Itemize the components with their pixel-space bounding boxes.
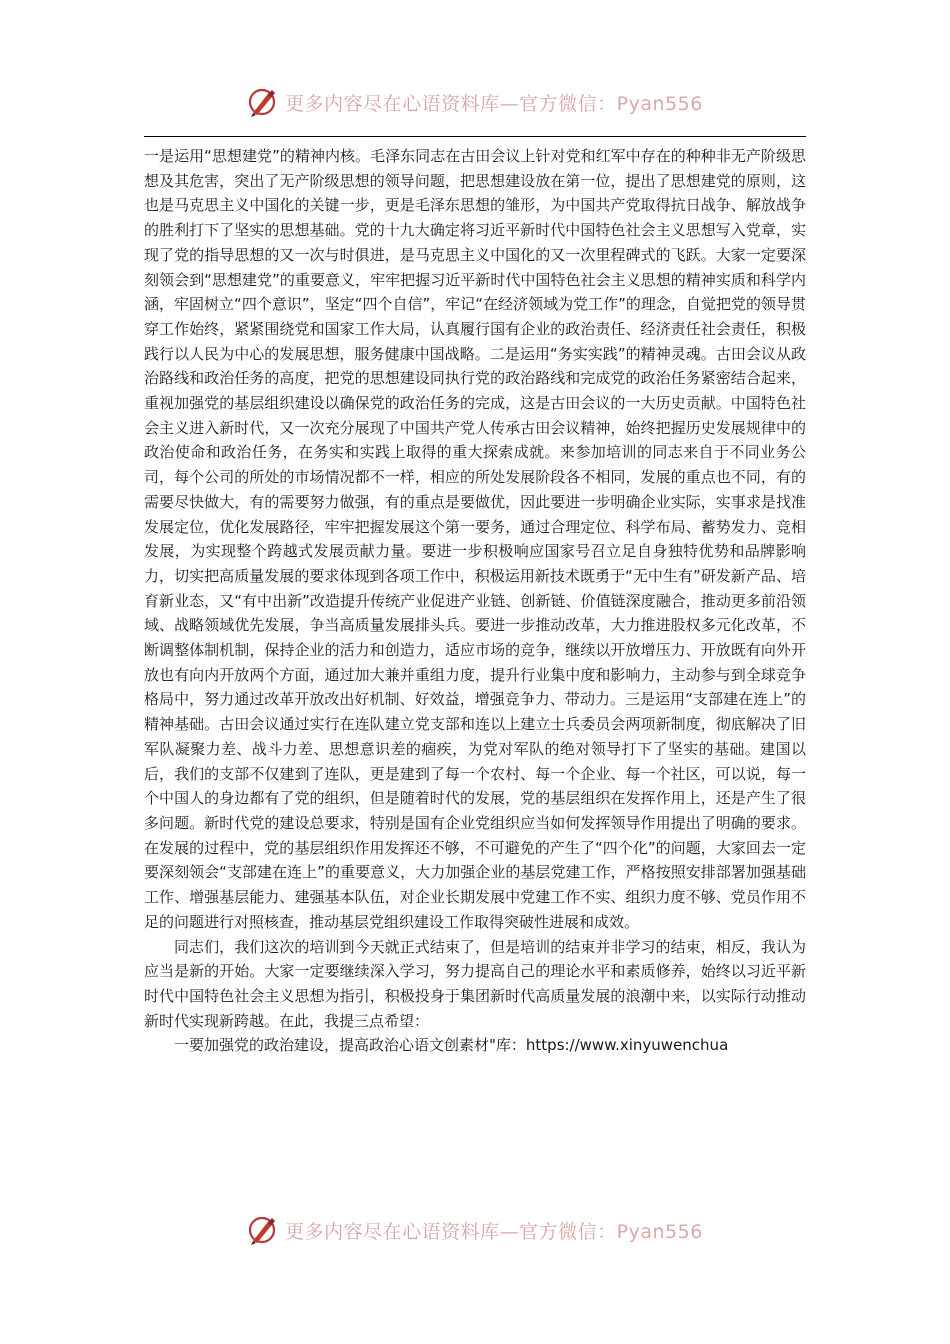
footer-watermark-label: 更多内容尽在心语资料库—官方微信： (285, 1220, 617, 1243)
header-watermark (0, 80, 950, 124)
footer-watermark-text (285, 1217, 703, 1244)
header-watermark-text (285, 89, 703, 116)
footer-wechat-id: Pyan556 (616, 1220, 703, 1243)
header-rule (144, 136, 806, 137)
body-paragraph-3: 一要加强党的政治建设，提高政治心语文创素材"库：https://www.xinyuwenchua (174, 1036, 729, 1055)
header-wechat-id: Pyan556 (616, 92, 703, 115)
pen-logo-icon (247, 86, 279, 118)
pen-logo-icon (247, 1214, 279, 1246)
header-watermark-label: 更多内容尽在心语资料库—官方微信： (285, 92, 617, 115)
document-body (144, 144, 806, 1058)
footer-watermark (0, 1208, 950, 1252)
body-paragraph-2: 同志们，我们这次的培训到今天就正式结束了，但是培训的结束并非学习的结束，相反，我认为应当是新的开始。大家一定要继续深入学习，努力提高自己的理论水平和素质修养，始终以习近平新时代中国特色社会主义思想为指引，积极投身于集团新时代高质量发展的浪潮中来，以实际行动推动新时代实现新跨越。在此，我提三点希望： (144, 937, 806, 1030)
body-paragraph-1: 一是运用“思想建党”的精神内核。毛泽东同志在古田会议上针对党和红军中存在的种种非无产阶级思想及其危害，突出了无产阶级思想的领导问题，把思想建设放在第一位，提出了思想建党的原则，这也是马克思主义中国化的关键一步，更是毛泽东思想的雏形，为中国共产党取得抗日战争、解放战争的胜利打下了坚实的思想基础。党的十九大确定将习近平新时代中国特色社会主义思想写入党章，实现了党的指导思想的又一次与时俱进，是马克思主义中国化的又一次里程碑式的飞跃。大家一定要深刻领会到“思想建党”的重要意义，牢牢把握习近平新时代中国特色社会主义思想的精神实质和科学内涵，牢固树立“四个意识”，坚定“四个自信”，牢记“在经济领域为党工作”的理念，自觉把党的领导贯穿工作始终，紧紧围绕党和国家工作大局，认真履行国有企业的政治责任、经济责任社会责任，积极践行以人民为中心的发展思想，服务健康中国战略。二是运用“务实实践”的精神灵魂。古田会议从政治路线和政治任务的高度，把党的思想建设同执行党的政治路线和完成党的政治任务紧密结合起来，重视加强党的基层组织建设以确保党的政治任务的完成，这是古田会议的一大历史贡献。中国特色社会主义进入新时代，又一次充分展现了中国共产党人传承古田会议精神，始终把握历史发展规律中的政治使命和政治任务，在务实和实践上取得的重大探索成就。来参加培训的同志来自于不同业务公司，每个公司的所处的市场情况都不一样，相应的所处发展阶段各不相同，发展的重点也不同，有的需要尽快做大，有的需要努力做强，有的重点是要做优，因此要进一步明确企业实际，实事求是找准发展定位，优化发展路径，牢牢把握发展这个第一要务，通过合理定位、科学布局、蓄势发力、竞相发展，为实现整个跨越式发展贡献力量。要进一步积极响应国家号召立足自身独特优势和品牌影响力，切实把高质量发展的要求体现到各项工作中，积极运用新技术既勇于“无中生有”研发新产品、培育新业态，又“有中出新”改造提升传统产业促进产业链、创新链、价值链深度融合，推动更多前沿领域、战略领域优先发展，争当高质量发展排头兵。要进一步推动改革，大力推进股权多元化改革，不断调整体制机制，保持企业的活力和创造力，适应市场的竞争，继续以开放增压力、开放既有向外开放也有向内开放两个方面，通过加大兼并重组力度，提升行业集中度和影响力，主动参与到全球竞争格局中，努力通过改革开放改出好机制、好效益，增强竞争力、带动力。三是运用“支部建在连上”的精神基础。古田会议通过实行在连队建立党支部和连以上建立士兵委员会两项新制度，彻底解决了旧军队凝聚力差、战斗力差、思想意识差的痼疾，为党对军队的绝对领导打下了坚实的基础。建国以后，我们的支部不仅建到了连队，更是建到了每一个农村、每一个企业、每一个社区，可以说，每一个中国人的身边都有了党的组织，但是随着时代的发展，党的基层组织在发挥作用上，还是产生了很多问题。新时代党的建设总要求，特别是国有企业党组织应当如何发挥领导作用提出了明确的要求。在发展的过程中，党的基层组织作用发挥还不够，不可避免的产生了“四个化”的问题，大家回去一定要深刻领会“支部建在连上”的重要意义，大力加强企业的基层党建工作，严格按照安排部署加强基础工作、增强基层能力、建强基本队伍，对企业长期发展中党建工作不实、组织力度不够、党员作用不足的问题进行对照核查，推动基层党组织建设工作取得突破性进展和成效。 (144, 147, 806, 931)
